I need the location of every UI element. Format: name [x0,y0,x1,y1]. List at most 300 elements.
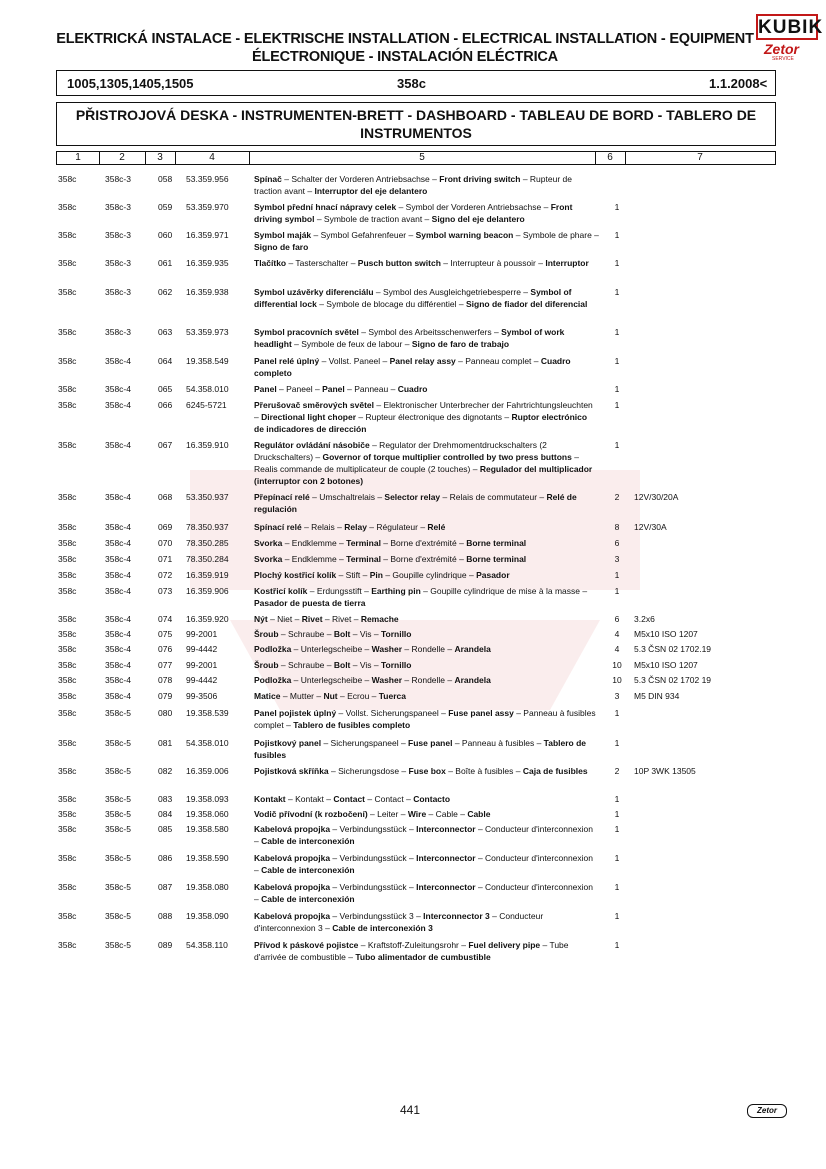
desc-b2: Rivet [301,614,323,624]
desc-b3: Tablero de fusibles [254,738,587,760]
cell-c3: 062 [158,287,173,297]
desc-b1: Panel [254,384,277,394]
cell-c6: 3 [614,691,620,701]
cell-c1: 358c [58,570,77,580]
desc-b1: Podložka [254,644,292,654]
desc-b2: Bolt [333,629,351,639]
cell-description [254,229,599,253]
cell-description [254,326,599,350]
cell-c2: 358c-5 [105,911,131,921]
desc-t2: – Contact – [365,794,414,804]
cell-c6: 2 [614,766,620,776]
desc-b2: Interconnector [416,853,476,863]
cell-c2: 358c-4 [105,675,131,685]
section-title-line1: PŘISTROJOVÁ DESKA - INSTRUMENTEN-BRETT - DASHBOARD - TABLEAU DE BORD - TABLERO DE [75,107,757,123]
desc-b3: Interruptor [545,258,589,268]
desc-b2: Fuel delivery pipe [468,940,541,950]
cell-c2: 358c-4 [105,644,131,654]
desc-b1: Pojistkový panel [254,738,322,748]
desc-t1: – Verbindungsstück – [330,824,417,834]
cell-c7: 5.3 ČSN 02 1702.19 [634,644,712,654]
group-code: 358c [397,76,426,91]
desc-b1: Symbol pracovních světel [254,327,359,337]
cell-c7: 10P 3WK 13505 [634,766,696,776]
desc-t1: – Verbindungsstück – [330,882,417,892]
desc-b2: Front driving switch [439,174,521,184]
desc-t2: – Rondelle – [402,675,455,685]
cell-c1: 358c [58,824,77,834]
cell-c4: 19.358.539 [186,708,229,718]
cell-c1: 358c [58,522,77,532]
cell-description [254,808,599,820]
models: 1005,1305,1405,1505 [67,76,194,91]
desc-t1: – Unterlegscheibe – [291,644,372,654]
desc-b2: Terminal [346,538,381,548]
cell-c1: 358c [58,853,77,863]
desc-b3: Pasador [476,570,510,580]
desc-t1: – Verbindungsstück 3 – [330,911,424,921]
cell-c6: 1 [614,230,620,240]
desc-b3: Ruptor electrónico de indicadores de dirección [254,412,588,434]
cell-description [254,553,599,565]
cell-c6: 1 [614,809,620,819]
cell-c4: 19.358.060 [186,809,229,819]
desc-t2: – Relais de commutateur – [440,492,547,502]
cell-description [254,939,599,963]
cell-c3: 079 [158,691,173,701]
cell-c2: 358c-4 [105,400,131,410]
desc-b3: Tornillo [380,629,412,639]
cell-c3: 085 [158,824,173,834]
desc-t1: – Tasterschalter – [286,258,358,268]
desc-b1: Kabelová propojka [254,911,331,921]
cell-c4: 16.359.910 [186,440,229,450]
cell-description [254,439,599,487]
desc-b3: Borne terminal [466,538,527,548]
cell-c2: 358c-5 [105,766,131,776]
desc-b1: Panel relé úplný [254,356,320,366]
desc-t1: – Niet – [267,614,302,624]
desc-t1: – Leiter – [367,809,408,819]
desc-t1: – Schraube – [278,660,334,670]
cell-c4: 16.359.971 [186,230,229,240]
cell-description [254,674,599,686]
desc-b2: Nut [323,691,338,701]
desc-t1: – Relais – [301,522,345,532]
desc-t1: – Symbol des Arbeitsschenwerfers – [358,327,502,337]
section-title [56,102,776,146]
desc-t2: – Symbole de feux de labour – [291,339,412,349]
cell-description [254,881,599,905]
desc-b1: Nýt [254,614,268,624]
cell-c1: 358c [58,794,77,804]
cell-c3: 060 [158,230,173,240]
desc-b1: Regulátor ovládání násobiče [254,440,370,450]
desc-b2: Selector relay [384,492,441,502]
cell-c6: 1 [614,853,620,863]
desc-b3: Signo de fiador del diferencial [466,299,588,309]
cell-c6: 1 [614,824,620,834]
desc-b2: Governor of torque multiplier controlled by two press buttons [322,452,572,462]
cell-c3: 069 [158,522,173,532]
cell-c3: 058 [158,174,173,184]
cell-c1: 358c [58,738,77,748]
cell-c3: 072 [158,570,173,580]
cell-description [254,355,599,379]
desc-t1: – Endklemme – [282,538,347,548]
cell-c6: 1 [614,384,620,394]
cell-c2: 358c-4 [105,522,131,532]
cell-c4: 19.358.090 [186,911,229,921]
desc-b1: Vodič přívodní (k rozbočení) [254,809,368,819]
cell-c1: 358c [58,691,77,701]
cell-c6: 1 [614,940,620,950]
cell-c6: 1 [614,400,620,410]
cell-description [254,707,599,731]
cell-c2: 358c-4 [105,440,131,450]
cell-c6: 3 [614,554,620,564]
cell-c3: 083 [158,794,173,804]
desc-t2: – Goupille cylindrique de mise à la masse – [420,586,588,596]
desc-t1: – Kontakt – [285,794,334,804]
cell-c1: 358c [58,675,77,685]
cell-c6: 10 [612,660,622,670]
cell-c4: 53.359.970 [186,202,229,212]
desc-b2: Interconnector [416,882,476,892]
cell-c3: 061 [158,258,173,268]
desc-b3: Tablero de fusibles completo [293,720,411,730]
desc-b2: Panel [322,384,345,394]
desc-b3: Signo del eje delantero [431,214,525,224]
cell-c7: 5.3 ČSN 02 1702 19 [634,675,712,685]
cell-c4: 54.358.010 [186,738,229,748]
cell-c1: 358c [58,940,77,950]
cell-c6: 6 [614,538,620,548]
desc-b3: Arandela [454,644,491,654]
desc-b1: Kabelová propojka [254,882,331,892]
desc-b2: Fuse box [408,766,446,776]
desc-t2: – Panneau à fusibles complet – [254,708,596,730]
cell-c7: M5 DIN 934 [634,691,680,701]
cell-c1: 358c [58,660,77,670]
desc-b3: Remache [360,614,399,624]
cell-c3: 071 [158,554,173,564]
desc-t1: – Verbindungsstück – [330,853,417,863]
cell-c6: 1 [614,882,620,892]
desc-b1: Svorka [254,554,283,564]
desc-b2: Panel relay assy [389,356,456,366]
cell-c3: 070 [158,538,173,548]
desc-t2: – Rondelle – [402,644,455,654]
cell-c3: 064 [158,356,173,366]
desc-b1: Kabelová propojka [254,853,331,863]
cell-c3: 086 [158,853,173,863]
desc-b1: Matice [254,691,281,701]
cell-c1: 358c [58,644,77,654]
cell-c4: 19.358.590 [186,853,229,863]
desc-t2: – Rupteur de traction avant – [254,174,572,196]
cell-c3: 074 [158,614,173,624]
cell-c3: 067 [158,440,173,450]
cell-c2: 358c-3 [105,230,131,240]
col-7: 7 [697,152,703,163]
desc-t1: – Mutter – [280,691,324,701]
desc-t1: – Sicherungspaneel – [321,738,409,748]
cell-c4: 99-4442 [186,644,218,654]
doc-title-line2: ÉLECTRONIQUE - INSTALACIÓN ELÉCTRICA [252,49,558,65]
cell-c3: 068 [158,492,173,502]
desc-b2: Symbol of differential lock [254,287,572,309]
cell-description [254,491,599,515]
cell-c2: 358c-5 [105,882,131,892]
desc-t2: – Symbole de traction avant – [314,214,432,224]
cell-description [254,201,599,225]
cell-c4: 6245-5721 [186,400,227,410]
desc-t2: – Ecrou – [337,691,379,701]
cell-c4: 19.358.549 [186,356,229,366]
cell-c6: 1 [614,570,620,580]
desc-t2: – Panneau à fusibles – [452,738,544,748]
cell-c6: 1 [614,440,620,450]
cell-c2: 358c-3 [105,174,131,184]
cell-description [254,765,599,777]
zetor-footer-logo: Zetor [747,1104,787,1118]
cell-c6: 1 [614,794,620,804]
desc-b1: Panel pojistek úplný [254,708,337,718]
cell-c6: 1 [614,287,620,297]
desc-t2: – Vis – [350,660,381,670]
kubik-logo [756,14,824,64]
desc-t1: – Kraftstoff-Zuleitungsrohr – [358,940,469,950]
desc-b3: Contacto [413,794,451,804]
desc-b3: Relé de regulación [254,492,577,514]
desc-b1: Pojistková skříňka [254,766,329,776]
desc-b3: Signo de faro [254,242,309,252]
cell-c3: 082 [158,766,173,776]
cell-c1: 358c [58,766,77,776]
cell-description [254,585,599,609]
desc-t2: – Conducteur d'interconnexion – [254,824,593,846]
cell-c7: M5x10 ISO 1207 [634,660,698,670]
desc-b2: Contact [333,794,366,804]
col-5: 5 [249,152,596,164]
cell-description [254,737,599,761]
cell-c4: 54.358.110 [186,940,228,950]
desc-b2: Interconnector [416,824,476,834]
doc-title-line1: ELEKTRICKÁ INSTALACE - ELEKTRISCHE INSTALLATION - ELECTRICAL INSTALLATION - EQUIPMENT [56,31,754,47]
desc-t2: – Panneau complet – [455,356,541,366]
cell-c4: 99-4442 [186,675,218,685]
issue-date: 1.1.2008< [709,76,768,91]
cell-c3: 063 [158,327,173,337]
cell-c4: 16.359.938 [186,287,229,297]
desc-t2: – Boîte à fusibles – [445,766,523,776]
desc-t2: – Borne d'extrémité – [380,538,467,548]
cell-c4: 16.359.935 [186,258,229,268]
cell-c6: 1 [614,202,620,212]
cell-c7: 3.2x6 [634,614,655,624]
desc-b2: Terminal [346,554,381,564]
desc-t2: – Interrupteur à poussoir – [440,258,546,268]
desc-b1: Přepínací relé [254,492,310,502]
cell-c2: 358c-4 [105,629,131,639]
desc-b1: Svorka [254,538,283,548]
cell-c2: 358c-5 [105,809,131,819]
desc-t2: – Vis – [350,629,381,639]
cell-c6: 1 [614,911,620,921]
desc-t1: – Symbol Gefahrenfeuer – [311,230,416,240]
cell-c3: 089 [158,940,173,950]
cell-c2: 358c-4 [105,614,131,624]
cell-c4: 99-2001 [186,629,218,639]
desc-b3: Regulador del multiplicador (interruptor con 2 botones) [254,464,593,486]
desc-b3: Tubo alimentador de cumbustible [355,952,491,962]
cell-c3: 066 [158,400,173,410]
cell-c6: 1 [614,586,620,596]
cell-description [254,286,599,310]
desc-t1: – Schalter der Vorderen Antriebsachse – [281,174,440,184]
cell-description [254,521,599,533]
cell-c4: 54.358.010 [186,384,229,394]
cell-c4: 16.359.919 [186,570,229,580]
desc-b3: Cable [467,809,491,819]
cell-c1: 358c [58,440,77,450]
cell-c3: 088 [158,911,173,921]
desc-b1: Přerušovač směrových světel [254,400,375,410]
desc-b1: Přívod k páskové pojistce [254,940,359,950]
cell-c2: 358c-4 [105,492,131,502]
cell-c6: 1 [614,327,620,337]
desc-b1: Symbol přední hnací nápravy celek [254,202,397,212]
desc-t1: – Regulator der Drehmomentdruckschalters (2 Druckschalters) – [254,440,547,462]
cell-c2: 358c-4 [105,691,131,701]
cell-c1: 358c [58,327,77,337]
info-bar [56,70,776,96]
desc-b2: Front driving symbol [254,202,573,224]
desc-b3: Cable de interconexión 3 [332,923,433,933]
desc-b2: Symbol warning beacon [415,230,514,240]
cell-c4: 78.350.285 [186,538,229,548]
cell-c4: 16.359.006 [186,766,229,776]
desc-b2: Washer [371,644,403,654]
desc-b2: Fuse panel [408,738,453,748]
desc-t1: – Vollst. Sicherungspaneel – [336,708,449,718]
cell-c2: 358c-4 [105,570,131,580]
desc-b1: Kabelová propojka [254,824,331,834]
desc-t2: – Rupteur électronique des dignotants – [356,412,512,422]
desc-t1: – Sicherungsdose – [328,766,409,776]
desc-t1: – Elektronischer Unterbrecher der Fahrtrichtungsleuchten – [254,400,593,422]
desc-t1: – Endklemme – [282,554,347,564]
section-title-line2: INSTRUMENTOS [360,125,472,141]
desc-t2: – Régulateur – [366,522,428,532]
desc-b3: Tornillo [380,660,412,670]
desc-t1: – Symbol des Ausgleichgetriebesperre – [373,287,531,297]
desc-b1: Symbol uzávěrky diferenciálu [254,287,374,297]
desc-b2: Fuse panel assy [448,708,514,718]
desc-b2: Directional light choper [261,412,357,422]
desc-b1: Kontakt [254,794,286,804]
desc-b2: Interconnector 3 [423,911,490,921]
desc-t2: – Rivet – [322,614,361,624]
cell-c2: 358c-5 [105,708,131,718]
cell-c2: 358c-3 [105,287,131,297]
desc-b1: Podložka [254,675,292,685]
desc-b2: Wire [407,809,427,819]
cell-description [254,383,599,395]
desc-b3: Tuerca [378,691,406,701]
cell-c1: 358c [58,554,77,564]
desc-b1: Šroub [254,629,279,639]
desc-b2: Relay [344,522,367,532]
desc-b1: Kostřicí kolík [254,586,308,596]
cell-description [254,690,599,702]
cell-c1: 358c [58,287,77,297]
cell-c1: 358c [58,230,77,240]
logo-tiny: SERVICE [772,56,794,62]
desc-b2: Symbol of work headlight [254,327,565,349]
cell-c6: 4 [614,629,620,639]
page-number: 441 [400,1103,421,1117]
cell-c1: 358c [58,356,77,366]
cell-description [254,910,599,934]
desc-b2: Bolt [333,660,351,670]
cell-c3: 078 [158,675,173,685]
desc-t1: – Unterlegscheibe – [291,675,372,685]
cell-c4: 53.359.956 [186,174,229,184]
desc-b2: Pusch button switch [357,258,441,268]
desc-t2: – Realis commande de multiplicateur de couple (2 touches) – [254,452,579,474]
cell-c2: 358c-4 [105,356,131,366]
cell-c1: 358c [58,614,77,624]
cell-c6: 1 [614,738,620,748]
cell-c2: 358c-5 [105,940,131,950]
cell-c1: 358c [58,809,77,819]
cell-c1: 358c [58,384,77,394]
cell-c2: 358c-5 [105,853,131,863]
cell-c4: 16.359.920 [186,614,229,624]
column-header [56,151,776,165]
desc-t1: – Umschaltrelais – [309,492,385,502]
cell-c1: 358c [58,629,77,639]
desc-t2: – Panneau – [344,384,398,394]
cell-c4: 16.359.906 [186,586,229,596]
desc-b1: Plochý kostřicí kolík [254,570,337,580]
cell-c6: 4 [614,644,620,654]
cell-c3: 073 [158,586,173,596]
cell-c7: M5x10 ISO 1207 [634,629,698,639]
cell-c2: 358c-5 [105,738,131,748]
logo-sub: Zetor [764,41,799,57]
desc-b3: Arandela [454,675,491,685]
desc-b3: Cable de interconexión [261,894,355,904]
cell-c6: 8 [614,522,620,532]
desc-b1: Spínač [254,174,282,184]
desc-b3: Interruptor del eje delantero [314,186,428,196]
cell-c2: 358c-5 [105,794,131,804]
desc-b2: Pin [369,570,383,580]
cell-description [254,173,599,197]
col-1: 1 [57,152,100,164]
desc-b3: Caja de fusibles [522,766,588,776]
desc-b3: Cable de interconexión [261,836,355,846]
cell-description [254,659,599,671]
desc-t2: – Borne d'extrémité – [380,554,467,564]
cell-c2: 358c-4 [105,554,131,564]
cell-description [254,537,599,549]
desc-b3: Pasador de puesta de tierra [254,598,366,608]
desc-t1: – Vollst. Paneel – [319,356,390,366]
